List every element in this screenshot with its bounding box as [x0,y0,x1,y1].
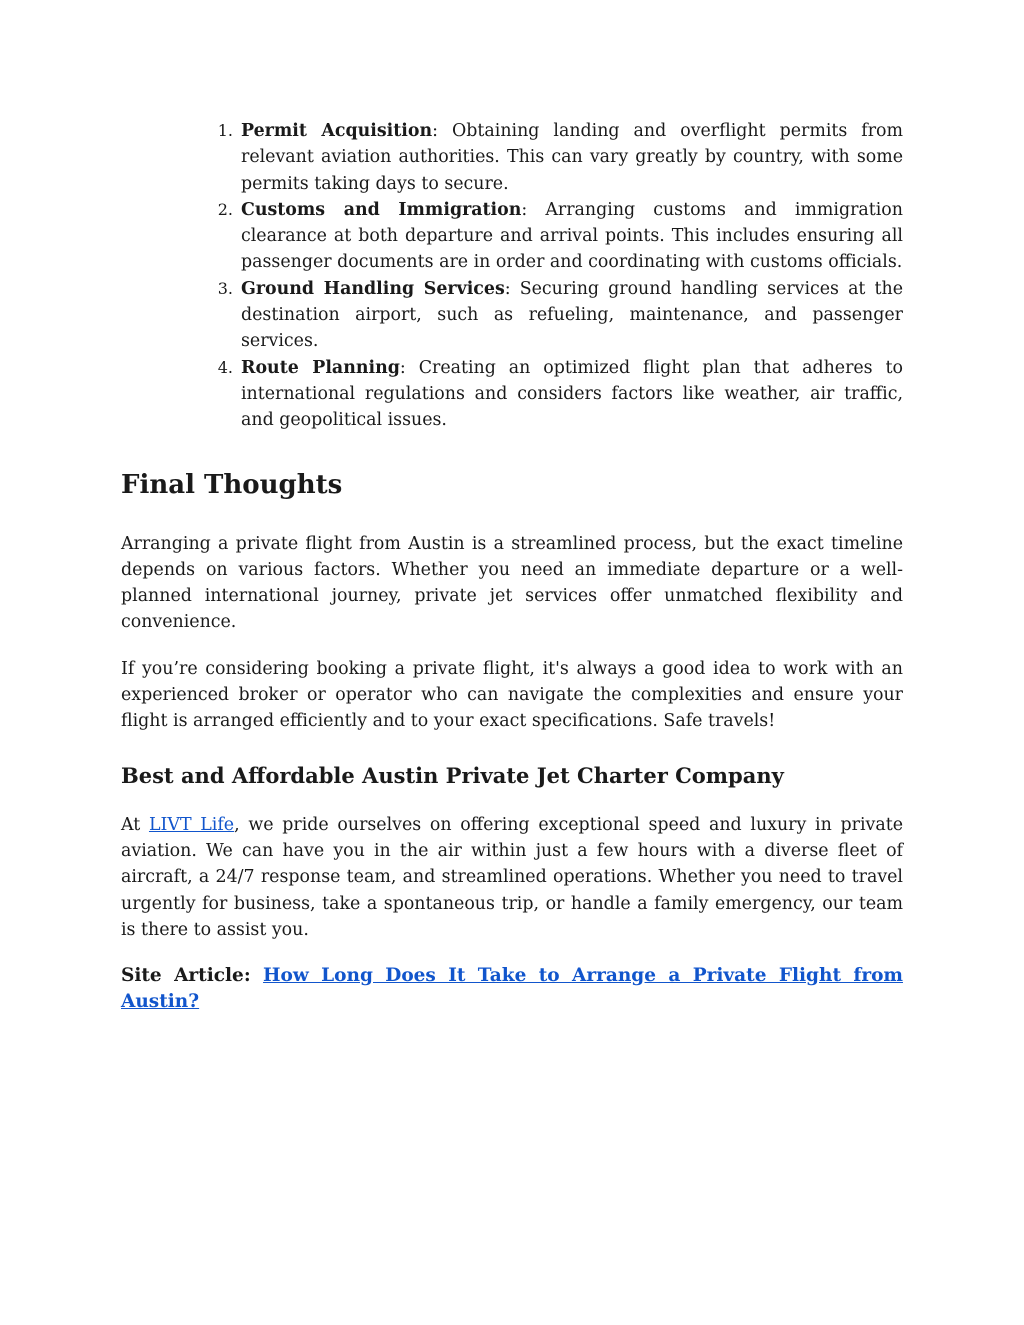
list-item-term: Customs and Immigration [241,199,522,220]
list-item-text: : Securing ground handling services at the destination airport, such as refueling, maintenance, and passenger services. [241,278,903,352]
company-paragraph [121,812,903,943]
list-number: 1. [217,121,233,140]
livt-life-link[interactable]: LIVT Life [148,814,235,835]
list-item-text: : Obtaining landing and overflight permits from relevant aviation authorities. This can vary greatly by country, with some permits taking days to secure. [241,121,903,194]
site-article-line [121,963,903,1016]
company-paragraph-prefix: At [121,814,149,835]
final-thoughts-paragraph-1: Arranging a private flight from Austin is a streamlined process, but the exact timeline depends on various factors. Whether you need an immediate departure or a well-planned international journey, private jet services offer unmatched flexibility and convenience. [121,533,903,633]
site-article-label: Site Article: [121,965,251,987]
document-page [121,118,903,1034]
list-item-text: : Arranging customs and immigration clearance at both departure and arrival points. This includes ensuring all passenger documents are in order and coordinating with customs officials. [241,199,903,273]
list-item-term: Route Planning [241,357,400,378]
list-item [217,118,903,197]
list-number: 3. [217,278,233,298]
list-item-term: Permit Acquisition [241,121,433,141]
list-number: 4. [217,357,233,377]
list-item [217,276,903,355]
site-article-link[interactable]: How Long Does It Take to Arrange a Private Flight from Austin? [121,965,903,1013]
list-item [217,197,903,276]
international-steps-list [121,118,903,434]
final-thoughts-paragraph-2: If you’re considering booking a private flight, it's always a good idea to work with an experienced broker or operator who can navigate the complexities and ensure your flight is arranged efficiently and to your exact specifications. Safe travels! [121,658,903,732]
list-number: 2. [217,199,233,219]
company-paragraph-text: , we pride ourselves on offering exceptional speed and luxury in private aviation. We can have you in the air within just a few hours with a diverse fleet of aircraft, a 24/7 response team, and streamlined operations. Whether you need to travel urgently for business, take a spontaneous trip, or handle a family emergency, our team is there to assist you. [121,814,903,940]
list-item-text: : Creating an optimized flight plan that adheres to international regulations and considers factors like weather, air traffic, and geopolitical issues. [241,357,903,431]
list-item [217,355,903,434]
final-thoughts-heading: Final Thoughts [121,469,343,500]
company-heading: Best and Affordable Austin Private Jet Charter Company [121,762,784,788]
list-item-term: Ground Handling Services [241,278,505,299]
